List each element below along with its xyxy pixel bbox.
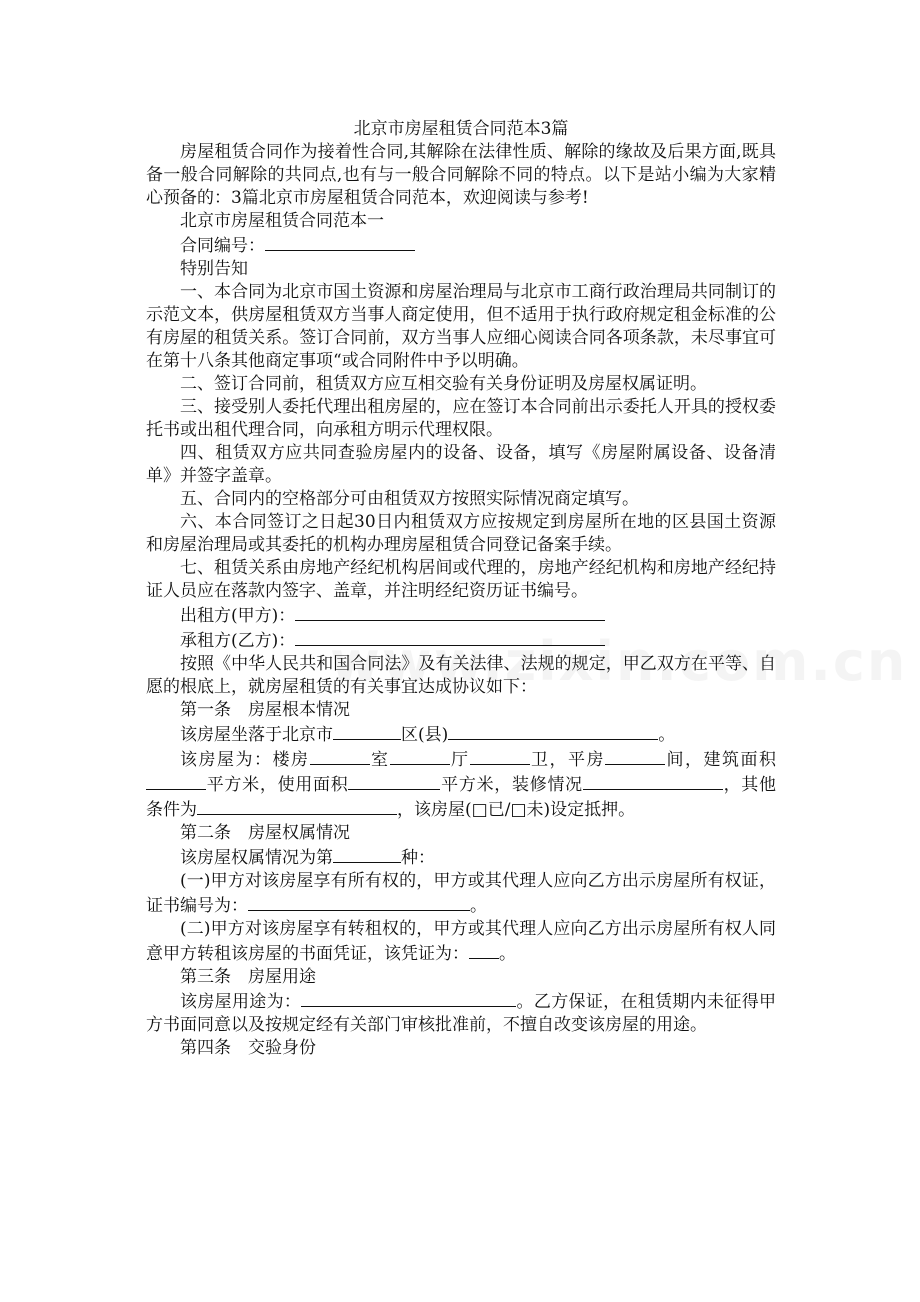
- preamble-paragraph: 按照《中华人民共和国合同法》及有关法律、法规的规定，甲乙双方在平等、自愿的根底上，就房屋租赁的有关事宜达成协议如下：: [146, 654, 776, 697]
- voucher-blank: [469, 941, 499, 959]
- contract-subtitle: 北京市房屋租赁合同范本一: [180, 211, 384, 231]
- article-4-title: 第四条 交验身份: [180, 1038, 316, 1058]
- article-2-item-1: [146, 870, 776, 918]
- notice-item: 一、本合同为北京市国土资源和房屋治理局与北京市工商行政治理局共同制订的示范文本，供房屋租赁双方当事人商定使用，但不适用于执行政府规定租金标准的公有房屋的租赁关系。签订合同前，双方当事人应细心阅读合同各项条款，未尽事宜可在第十八条其他商定事项“或合同附件中予以明确。: [146, 282, 776, 371]
- detail-blank: [348, 772, 440, 790]
- article-3-usage: [146, 989, 776, 1037]
- usage-blank: [301, 989, 516, 1007]
- district-label: 区(县): [401, 725, 449, 745]
- detail-text: 室: [369, 750, 390, 770]
- contract-number-blank: [265, 233, 415, 251]
- notice-title: 特别告知: [180, 259, 248, 279]
- detail-text: ，该房屋(: [397, 800, 472, 820]
- location-end: 。: [658, 725, 676, 745]
- intro-paragraph: 房屋租赁合同作为接着性合同,其解除在法律性质、解除的缘故及后果方面,既具备一般合同解除的共同点,也有与一般合同解除不同的特点。以下是站小编为大家精心预备的：3篇北京市房屋租赁合同范本，欢迎阅读与参考!: [146, 142, 776, 208]
- item-text: (二)甲方对该房屋享有转租权的，甲方或其代理人应向乙方出示房屋所有权人同意甲方转租该房屋的书面凭证，该凭证为：: [146, 919, 776, 964]
- document-title: 北京市房屋租赁合同范本3篇: [353, 119, 569, 139]
- certificate-blank: [248, 893, 470, 911]
- item-end: 。: [470, 896, 487, 916]
- detail-text: 卫，平房: [529, 750, 605, 770]
- type-label: 该房屋权属情况为第: [180, 848, 333, 868]
- item-text: (一)甲方对该房屋享有所有权的，甲方或其代理人应向乙方出示房屋所有权证，证书编号为：: [146, 871, 776, 916]
- item-end: 。: [499, 944, 516, 964]
- detail-blank: [146, 772, 206, 790]
- type-blank: [333, 845, 401, 863]
- detail-text: 厅: [449, 750, 470, 770]
- district-blank: [333, 722, 401, 740]
- notice-item: 五、合同内的空格部分可由租赁双方按照实际情况商定填写。: [180, 489, 639, 509]
- detail-text: 平方米，使用面积: [206, 775, 349, 795]
- article-2-title: 第二条 房屋权属情况: [180, 823, 350, 843]
- detail-text: ，其他条件为: [146, 775, 777, 820]
- detail-blank: [583, 772, 723, 790]
- article-1-title: 第一条 房屋根本情况: [180, 700, 350, 720]
- notice-item: 三、接受别人委托代理出租房屋的，应在签订本合同前出示委托人开具的授权委托书或出租代理合同，向承租方明示代理权限。: [146, 397, 776, 440]
- address-blank: [448, 722, 658, 740]
- detail-text: 平方米，装修情况: [440, 775, 583, 795]
- lessee-blank: [295, 628, 605, 646]
- option-already: □已: [471, 800, 505, 820]
- notice-item: 七、租赁关系由房地产经纪机构居间或代理的，房地产经纪机构和房地产经纪持证人员应在落款内签字、盖章，并注明经纪资历证书编号。: [146, 558, 776, 601]
- detail-blank: [197, 797, 397, 815]
- article-3-title: 第三条 房屋用途: [180, 967, 316, 987]
- notice-item: 四、租赁双方应共同查验房屋内的设备、设备，填写《房屋附属设备、设备清单》并签字盖章。: [146, 443, 776, 486]
- usage-label: 该房屋用途为：: [180, 992, 302, 1012]
- location-label: 该房屋坐落于北京市: [180, 725, 333, 745]
- detail-text: )设定抵押。: [543, 800, 636, 820]
- detail-text: 间，建筑面积: [665, 750, 776, 770]
- lessee-line: [146, 628, 776, 653]
- detail-blank: [470, 747, 530, 765]
- notice-item: 六、本合同签订之日起30日内租赁双方应按规定到房屋所在地的区县国土资源和房屋治理局或其委托的机构办理房屋租赁合同登记备案手续。: [146, 512, 776, 555]
- lessor-blank: [295, 603, 605, 621]
- document-page: [146, 118, 776, 1060]
- article-1-location: [146, 722, 776, 747]
- detail-blank: [605, 747, 665, 765]
- detail-blank: [310, 747, 370, 765]
- usage-text: 。乙方保证，在租赁期内未征得甲方书面同意以及按规定经有关部门审核批准前，不擅自改变该房屋的用途。: [146, 992, 777, 1035]
- detail-text: 该房屋为：楼房: [180, 750, 310, 770]
- detail-blank: [390, 747, 450, 765]
- type-end: 种：: [401, 848, 435, 868]
- option-separator: /: [504, 800, 511, 820]
- article-2-type: [146, 845, 776, 870]
- article-1-details: [146, 747, 776, 822]
- contract-number-label: 合同编号：: [180, 236, 265, 256]
- article-2-item-2: [146, 918, 776, 966]
- lessor-line: [146, 603, 776, 628]
- lessor-label: 出租方(甲方)：: [180, 606, 296, 626]
- option-not: □未: [510, 800, 544, 820]
- notice-item: 二、签订合同前，租赁双方应互相交验有关身份证明及房屋权属证明。: [180, 374, 707, 394]
- contract-number-line: [146, 233, 776, 258]
- lessee-label: 承租方(乙方)：: [180, 631, 296, 651]
